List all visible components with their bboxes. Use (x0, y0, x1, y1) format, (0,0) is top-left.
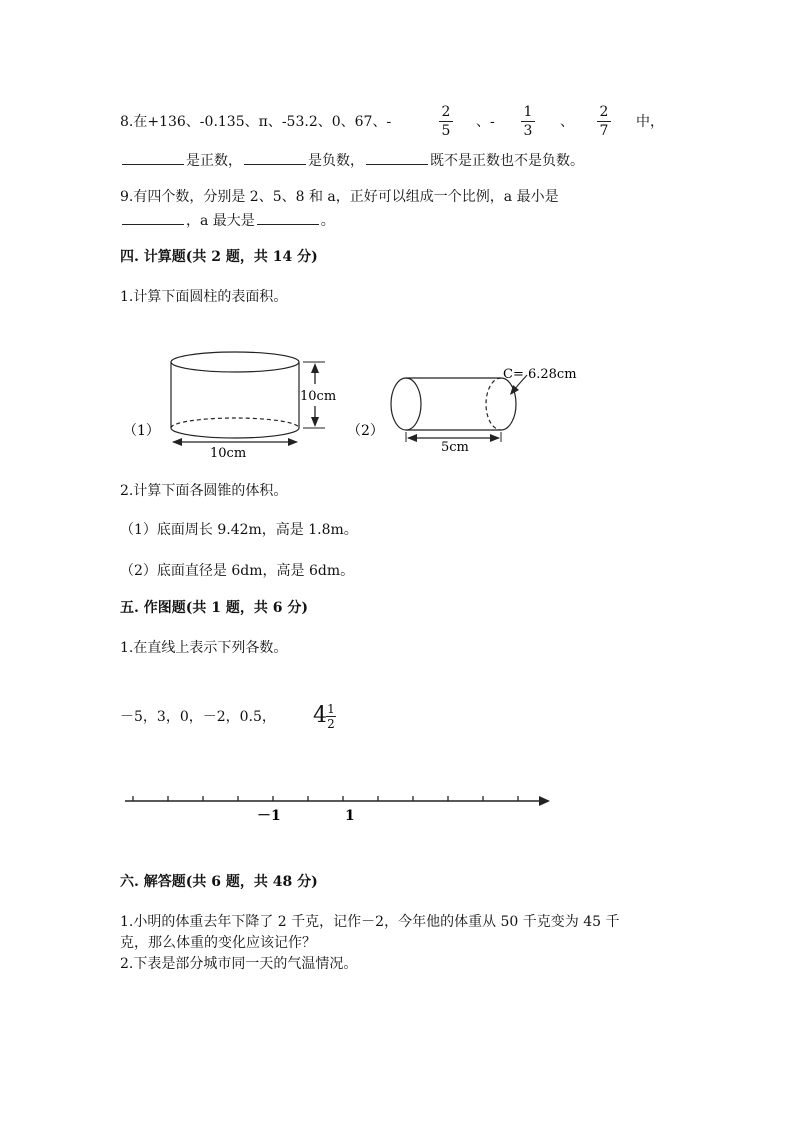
section4-q1: 1.计算下面圆柱的表面积。 (120, 289, 288, 305)
section4-q2: 2.计算下面各圆锥的体积。 (120, 483, 288, 499)
frac-denominator: 5 (441, 123, 451, 139)
q8-fraction-3 (597, 104, 611, 139)
section5-q1: 1.在直线上表示下列各数。 (120, 640, 288, 656)
figure-2-length: 5cm (441, 440, 469, 455)
axis-label-1: 1 (345, 808, 355, 824)
figure-1-height: 10cm (300, 389, 337, 404)
frac-bar (597, 121, 611, 122)
number-line (120, 788, 560, 828)
q8-fraction-1 (439, 104, 453, 139)
answer-blank[interactable] (122, 210, 184, 225)
q9-line2 (120, 210, 335, 231)
frac-denominator: 7 (599, 123, 609, 139)
mixed-number-fraction (326, 703, 336, 730)
frac-denominator: 2 (327, 717, 335, 731)
q8-text-neither: 既不是正数也不是负数。 (430, 153, 584, 169)
q8-text-negative: 是负数， (308, 153, 364, 169)
q9-text-end: 。 (320, 213, 335, 229)
q8-fraction-2 (521, 104, 535, 139)
numbers-list: －5，3，0，－2，0.5， (120, 709, 276, 725)
mixed-number-whole: 4 (313, 703, 327, 728)
answer-blank[interactable] (244, 150, 306, 165)
section4-title: 四. 计算题(共 2 题，共 14 分) (120, 249, 318, 265)
section5-title: 五. 作图题(共 1 题，共 6 分) (120, 600, 308, 616)
figure-1-label: （1） (123, 423, 160, 439)
q9-text-max: ，a 最大是 (186, 213, 255, 229)
section6-title: 六. 解答题(共 6 题，共 48 分) (120, 874, 318, 890)
frac-numerator: 1 (523, 104, 533, 120)
frac-denominator: 3 (523, 123, 533, 139)
figure-2-label: （2） (347, 423, 384, 439)
frac-numerator: 2 (441, 104, 451, 120)
figure-2-circumference: C= 6.28cm (503, 367, 577, 382)
q8-suffix: 中， (636, 114, 664, 130)
section4-q2-a: （1）底面周长 9.42m，高是 1.8m。 (120, 522, 358, 538)
q9-line1: 9.有四个数，分别是 2、5、8 和 a，正好可以组成一个比例，a 最小是 (120, 189, 559, 205)
answer-blank[interactable] (257, 210, 319, 225)
cylinder-figures (115, 340, 585, 465)
section6-q1-line1: 1.小明的体重去年下降了 2 千克，记作－2，今年他的体重从 50 千克变为 45 千 (120, 914, 620, 930)
q8-prefix: 8.在+136、-0.135、π、-53.2、0、67、- (120, 114, 392, 130)
frac-bar (521, 121, 535, 122)
frac-numerator: 2 (599, 104, 609, 120)
q8-sep-2: 、 (560, 114, 574, 130)
axis-label-minus-1: －1 (257, 808, 281, 824)
q8-line1 (120, 112, 391, 132)
section6-q2: 2.下表是部分城市同一天的气温情况。 (120, 956, 358, 972)
q8-line2 (120, 150, 584, 171)
frac-numerator: 1 (327, 702, 335, 716)
q8-sep-1: 、- (476, 114, 495, 130)
q8-text-positive: 是正数， (186, 153, 242, 169)
answer-blank[interactable] (366, 150, 428, 165)
figure-1-diameter: 10cm (210, 446, 247, 461)
frac-bar (439, 121, 453, 122)
cylinder-2 (391, 375, 527, 442)
section6-q1-line2: 克，那么体重的变化应该记作？ (120, 935, 316, 951)
number-line-arrow (539, 796, 550, 806)
section4-q2-b: （2）底面直径是 6dm，高是 6dm。 (120, 563, 355, 579)
answer-blank[interactable] (122, 150, 184, 165)
